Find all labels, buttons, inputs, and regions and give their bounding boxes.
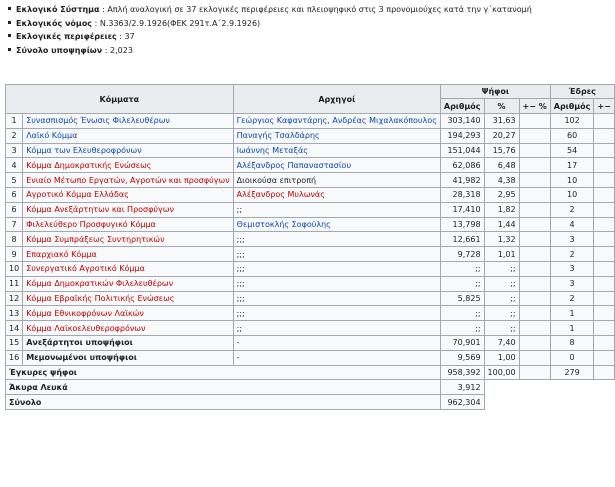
- votes-change: [519, 350, 550, 365]
- row-number: 14: [6, 321, 23, 336]
- votes-change: [519, 173, 550, 188]
- seats-change: [594, 143, 614, 158]
- seats-number: 0: [550, 350, 594, 365]
- votes-change: [519, 114, 550, 129]
- votes-change: [519, 217, 550, 232]
- votes-pct: ;;: [484, 291, 519, 306]
- party-name[interactable]: Κόμμα Λαϊκοελευθεροφρόνων: [23, 321, 233, 336]
- party-name[interactable]: Κόμμα Συμπράξεως Συντηρητικών: [23, 232, 233, 247]
- party-row: [6, 158, 615, 173]
- info-value: : Ν.3363/2.9.1926(ΦΕΚ 291τ.Α΄2.9.1926): [92, 18, 261, 28]
- party-name[interactable]: Κόμμα των Ελευθεροφρόνων: [23, 143, 233, 158]
- election-info-list: [0, 0, 600, 57]
- votes-number: 9,569: [440, 350, 484, 365]
- seats-number: 102: [550, 114, 594, 129]
- bullet-icon: [8, 48, 11, 51]
- party-leader[interactable]: Αλέξανδρος Μυλωνάς: [233, 187, 440, 202]
- party-name[interactable]: Ενιαίο Μέτωπο Εργατών, Αγροτών και προσφύγων: [23, 173, 233, 188]
- party-row: [6, 202, 615, 217]
- seats-change: [594, 158, 614, 173]
- party-row: [6, 143, 615, 158]
- votes-change: [519, 291, 550, 306]
- votes-change: [519, 202, 550, 217]
- seats-number: 8: [550, 335, 594, 350]
- votes-change: [519, 335, 550, 350]
- votes-change: [519, 128, 550, 143]
- party-leader[interactable]: Ιωάννης Μεταξάς: [233, 143, 440, 158]
- votes-pct: 1,82: [484, 202, 519, 217]
- party-leader: ;;;: [233, 261, 440, 276]
- valid-votes-seats: 279: [550, 365, 594, 380]
- party-name[interactable]: Συνεργατικό Αγροτικό Κόμμα: [23, 261, 233, 276]
- seats-number: 1: [550, 306, 594, 321]
- party-leader[interactable]: Αλέξανδρος Παπαναστασίου: [233, 158, 440, 173]
- party-row: [6, 291, 615, 306]
- votes-change: [519, 232, 550, 247]
- party-leader: Διοικούσα επιτροπή: [233, 173, 440, 188]
- row-number: 6: [6, 202, 23, 217]
- row-number: 13: [6, 306, 23, 321]
- row-number: 9: [6, 247, 23, 262]
- row-number: 6: [6, 187, 23, 202]
- seats-change: [594, 261, 614, 276]
- party-leader[interactable]: Παναγής Τσαλδάρης: [233, 128, 440, 143]
- party-name[interactable]: Λαϊκό Κόμμα: [23, 128, 233, 143]
- party-row: [6, 217, 615, 232]
- votes-number: 9,728: [440, 247, 484, 262]
- party-name[interactable]: Κόμμα Εθνικοφρόνων Λαϊκών: [23, 306, 233, 321]
- info-label: Εκλογικός νόμος: [16, 18, 93, 28]
- votes-pct: 1,00: [484, 350, 519, 365]
- leaders-header: Αρχηγοί: [233, 85, 440, 114]
- seats-change: [594, 114, 614, 129]
- votes-number: 41,982: [440, 173, 484, 188]
- party-row: [6, 173, 615, 188]
- row-number: 5: [6, 173, 23, 188]
- votes-number: 28,318: [440, 187, 484, 202]
- votes-change: [519, 306, 550, 321]
- party-row: [6, 276, 615, 291]
- seats-number: 17: [550, 158, 594, 173]
- seats-change: [594, 276, 614, 291]
- votes-number: ;;: [440, 276, 484, 291]
- votes-pct: 31,63: [484, 114, 519, 129]
- info-item: [8, 3, 600, 17]
- blank-votes-row: [6, 380, 615, 395]
- row-number: 10: [6, 261, 23, 276]
- votes-pct: 7,40: [484, 335, 519, 350]
- results-body: [6, 114, 615, 366]
- info-item: [8, 30, 600, 44]
- info-value: : 2,023: [102, 45, 133, 55]
- seats-change: [594, 321, 614, 336]
- seats-number: 3: [550, 232, 594, 247]
- bullet-icon: [8, 7, 11, 10]
- seats-number: 1: [550, 321, 594, 336]
- votes-number: 194,293: [440, 128, 484, 143]
- party-leader: ;;;: [233, 276, 440, 291]
- votes-change: [519, 261, 550, 276]
- party-row: [6, 128, 615, 143]
- party-row: [6, 232, 615, 247]
- votes-number-header: Αριθμός: [440, 99, 484, 114]
- party-row: [6, 247, 615, 262]
- seats-number: 60: [550, 128, 594, 143]
- seats-number: 3: [550, 276, 594, 291]
- valid-votes-pct: 100,00: [484, 365, 519, 380]
- party-leader: ;;;: [233, 232, 440, 247]
- seats-change: [594, 217, 614, 232]
- votes-header: Ψήφοι: [440, 85, 550, 99]
- party-row: [6, 321, 615, 336]
- header-row: [6, 85, 615, 99]
- votes-number: 17,410: [440, 202, 484, 217]
- votes-pct: 4,38: [484, 173, 519, 188]
- party-name[interactable]: Φιλελεύθερο Προσφυγικό Κόμμα: [23, 217, 233, 232]
- party-name[interactable]: Αγροτικό Κόμμα Ελλάδας: [23, 187, 233, 202]
- info-item: [8, 17, 600, 31]
- party-name[interactable]: Κόμμα Ανεξάρτητων και Προσφύγων: [23, 202, 233, 217]
- votes-pct: 20,27: [484, 128, 519, 143]
- info-value: : 37: [116, 32, 135, 41]
- votes-number: 303,140: [440, 114, 484, 129]
- party-row: [6, 306, 615, 321]
- votes-pct: 1,32: [484, 232, 519, 247]
- party-name: Μεμονωμένοι υποψήφιοι: [23, 350, 233, 365]
- total-votes-row: [6, 395, 615, 410]
- seats-number-header: Αριθμός: [550, 99, 594, 114]
- valid-votes-row: [6, 365, 615, 380]
- party-leader: ;;;: [233, 247, 440, 262]
- bullet-icon: [8, 34, 11, 37]
- seats-number: 2: [550, 247, 594, 262]
- votes-change-header: +− %: [519, 99, 550, 114]
- seats-number: 10: [550, 173, 594, 188]
- row-number: 8: [6, 232, 23, 247]
- total-votes-number: 962,304: [440, 395, 484, 410]
- seats-change: [594, 173, 614, 188]
- votes-pct: 6,48: [484, 158, 519, 173]
- votes-number: ;;: [440, 261, 484, 276]
- row-number: 16: [6, 350, 23, 365]
- party-name[interactable]: Επαρχιακό Κόμμα: [23, 247, 233, 262]
- valid-votes-label: Έγκυρες ψήφοι: [6, 365, 441, 380]
- votes-number: 5,825: [440, 291, 484, 306]
- party-row: [6, 350, 615, 365]
- info-value: : Απλή αναλογική σε 37 εκλογικές περιφέρειες και πλειοψηφικό στις 3 προνομιούχες κατά την γ΄κατανομή: [99, 5, 532, 14]
- info-label: Εκλογικές περιφέρειες: [16, 32, 117, 41]
- party-row: [6, 335, 615, 350]
- party-leader: ;;;: [233, 291, 440, 306]
- votes-number: 62,086: [440, 158, 484, 173]
- seats-header: Έδρες: [550, 85, 614, 99]
- votes-pct-header: %: [484, 99, 519, 114]
- votes-change: [519, 143, 550, 158]
- party-row: [6, 187, 615, 202]
- votes-pct: 1,01: [484, 247, 519, 262]
- seats-number: 2: [550, 291, 594, 306]
- valid-votes-number: 958,392: [440, 365, 484, 380]
- seats-number: 10: [550, 187, 594, 202]
- seats-change: [594, 291, 614, 306]
- votes-change: [519, 158, 550, 173]
- seats-number: 3: [550, 261, 594, 276]
- blank-votes-label: Άκυρα Λευκά: [6, 380, 441, 395]
- votes-change: [519, 276, 550, 291]
- votes-number: 12,661: [440, 232, 484, 247]
- party-name[interactable]: Κόμμα Δημοκρατικής Ενώσεως: [23, 158, 233, 173]
- votes-number: ;;: [440, 306, 484, 321]
- votes-pct: ;;: [484, 321, 519, 336]
- seats-number: 2: [550, 202, 594, 217]
- seats-change: [594, 232, 614, 247]
- party-leader[interactable]: Θεμιστοκλής Σοφούλης: [233, 217, 440, 232]
- party-name[interactable]: Συνασπισμός Ένωσις Φιλελευθέρων: [23, 114, 233, 129]
- blank-votes-number: 3,912: [440, 380, 484, 395]
- votes-change: [519, 321, 550, 336]
- valid-votes-change: [519, 365, 550, 380]
- parties-header: Κόμματα: [6, 85, 234, 114]
- seats-number: 4: [550, 217, 594, 232]
- row-number: 15: [6, 335, 23, 350]
- votes-number: ;;: [440, 321, 484, 336]
- party-leader: ;;: [233, 321, 440, 336]
- votes-pct: ;;: [484, 276, 519, 291]
- info-item: [8, 44, 600, 58]
- votes-change: [519, 247, 550, 262]
- party-row: [6, 261, 615, 276]
- party-name: Ανεξάρτητοι υποψήφιοι: [23, 335, 233, 350]
- party-name[interactable]: Κόμμα Εβραϊκής Πολιτικής Ενώσεως: [23, 291, 233, 306]
- party-row: [6, 114, 615, 129]
- votes-pct: ;;: [484, 261, 519, 276]
- row-number: 7: [6, 217, 23, 232]
- party-leader: ;;: [233, 202, 440, 217]
- votes-change: [519, 187, 550, 202]
- votes-number: 13,798: [440, 217, 484, 232]
- seats-change: [594, 202, 614, 217]
- seats-change-header: +−: [594, 99, 614, 114]
- seats-change: [594, 128, 614, 143]
- votes-pct: 2,95: [484, 187, 519, 202]
- row-number: 1: [6, 114, 23, 129]
- votes-pct: ;;: [484, 306, 519, 321]
- party-leader: -: [233, 350, 440, 365]
- row-number: 4: [6, 158, 23, 173]
- party-leader: ;;;: [233, 306, 440, 321]
- seats-change: [594, 187, 614, 202]
- votes-number: 70,901: [440, 335, 484, 350]
- row-number: 2: [6, 128, 23, 143]
- row-number: 12: [6, 291, 23, 306]
- total-votes-label: Σύνολο: [6, 395, 441, 410]
- bullet-icon: [8, 21, 11, 24]
- row-number: 3: [6, 143, 23, 158]
- votes-pct: 1,44: [484, 217, 519, 232]
- seats-change: [594, 350, 614, 365]
- seats-change: [594, 247, 614, 262]
- seats-number: 54: [550, 143, 594, 158]
- party-leader: -: [233, 335, 440, 350]
- info-label: Σύνολο υποψηφίων: [16, 45, 103, 55]
- seats-change: [594, 335, 614, 350]
- seats-change: [594, 306, 614, 321]
- row-number: 11: [6, 276, 23, 291]
- info-label: Εκλογικό Σύστημα: [16, 5, 100, 14]
- totals-body: [6, 365, 615, 409]
- results-table: [5, 84, 615, 410]
- party-leader[interactable]: Γεώργιος Καφαντάρης, Ανδρέας Μιχαλακόπουλος: [233, 114, 440, 129]
- votes-number: 151,044: [440, 143, 484, 158]
- party-name[interactable]: Κόμμα Δημοκρατικών Φιλελευθέρων: [23, 276, 233, 291]
- valid-votes-seats-change: [594, 365, 614, 380]
- votes-pct: 15,76: [484, 143, 519, 158]
